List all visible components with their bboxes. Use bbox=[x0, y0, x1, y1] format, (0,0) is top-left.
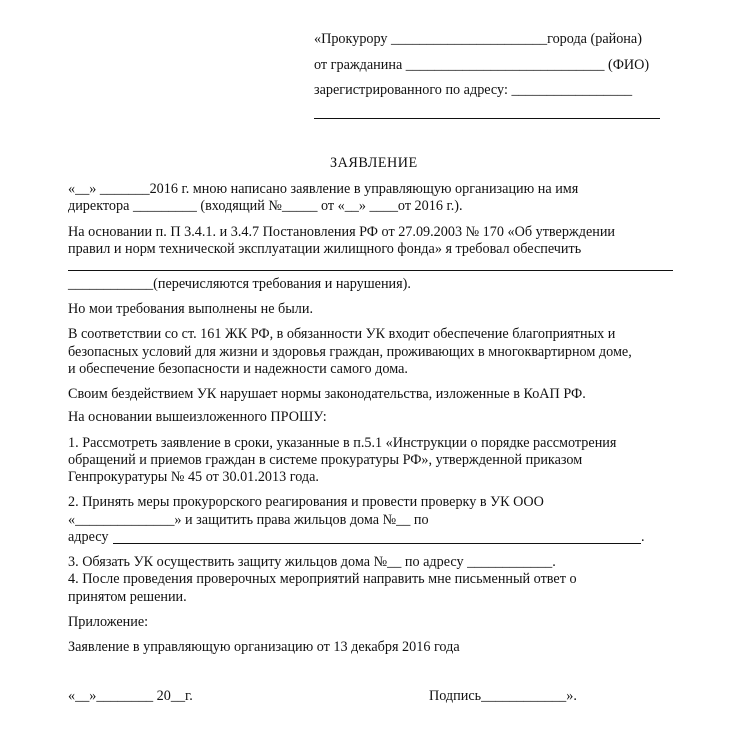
paragraph-4-line-2: безопасных условий для жизни и здоровья граждан, проживающих в многоквартирном доме, bbox=[68, 344, 632, 360]
document-title: ЗАЯВЛЕНИЕ bbox=[330, 155, 418, 171]
paragraph-2-line-4: ____________(перечисляются требования и нарушения). bbox=[68, 276, 411, 292]
request-item-3: 3. Обязать УК осуществить защиту жильцов дома №__ по адресу ____________. bbox=[68, 554, 556, 570]
paragraph-2-line-1: На основании п. П 3.4.1. и 3.4.7 Постановления РФ от 27.09.2003 № 170 «Об утверждении bbox=[68, 224, 616, 240]
attachment-item: Заявление в управляющую организацию от 13 декабря 2016 года bbox=[68, 639, 460, 655]
request-item-4-line-2: принятом решении. bbox=[68, 589, 187, 605]
request-item-1-line-1: 1. Рассмотреть заявление в сроки, указанные в п.5.1 «Инструкции о порядке рассмотрения bbox=[68, 435, 617, 451]
paragraph-3: Но мои требования выполнены не были. bbox=[68, 301, 314, 317]
request-item-1-line-3: Генпрокуратуры № 45 от 30.01.2013 года. bbox=[68, 469, 319, 485]
header-address-blank bbox=[314, 118, 660, 119]
paragraph-4-line-1: В соответствии со ст. 161 ЖК РФ, в обязанности УК входит обеспечение благоприятных и bbox=[68, 326, 616, 342]
request-item-4-line-1: 4. После проведения проверочных мероприятий направить мне письменный ответ о bbox=[68, 571, 577, 587]
attachment-label: Приложение: bbox=[68, 614, 149, 630]
paragraph-6: На основании вышеизложенного ПРОШУ: bbox=[68, 409, 327, 425]
paragraph-1-line-1: «__» _______2016 г. мною написано заявление в управляющую организацию на имя bbox=[68, 181, 579, 197]
request-item-2-line-3: адресу bbox=[68, 529, 109, 545]
header-address-line: зарегистрированного по адресу: _________________ bbox=[314, 82, 633, 98]
paragraph-5: Своим бездействием УК нарушает нормы законодательства, изложенные в КоАП РФ. bbox=[68, 386, 586, 402]
request-item-2-line-2: «______________» и защитить права жильцов дома №__ по bbox=[68, 512, 429, 528]
paragraph-2-line-2: правил и норм технической эксплуатации жилищного фонда» я требовал обеспечить bbox=[68, 241, 582, 257]
paragraph-4-line-3: и обеспечение безопасности и надежности самого дома. bbox=[68, 361, 408, 377]
header-prosecutor-line: «Прокурору ______________________города (района) bbox=[314, 31, 642, 47]
address-blank bbox=[113, 543, 641, 544]
footer-date: «__»________ 20__г. bbox=[68, 688, 193, 704]
request-item-2-line-1: 2. Принять меры прокурорского реагирования и провести проверку в УК ООО bbox=[68, 494, 544, 510]
paragraph-1-line-2: директора _________ (входящий №_____ от «__» ____от 2016 г.). bbox=[68, 198, 463, 214]
footer-signature: Подпись____________». bbox=[429, 688, 577, 704]
request-item-1-line-2: обращений и приемов граждан в системе прокуратуры РФ», утвержденной приказом bbox=[68, 452, 583, 468]
address-end-period: . bbox=[641, 529, 645, 545]
requirements-blank bbox=[68, 270, 673, 271]
header-citizen-line: от гражданина ____________________________ (ФИО) bbox=[314, 57, 650, 73]
